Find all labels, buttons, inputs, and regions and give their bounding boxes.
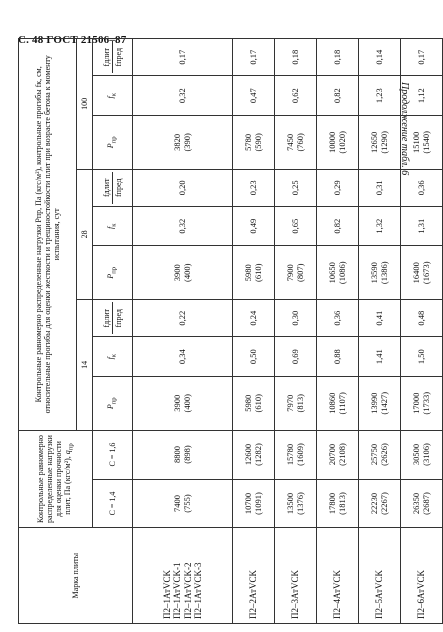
ratio-100-cell: 0,17 [233, 39, 275, 76]
p-pr-14-cell-pa: 3900 [171, 394, 182, 412]
ratio-100-cell: 0,18 [275, 39, 317, 76]
p-pr-14-cell-kgs: (1733) [420, 391, 431, 415]
load-c14-cell [401, 479, 443, 528]
p-pr-28-cell-kgs: (610) [252, 263, 263, 283]
p-pr-14-cell [317, 376, 359, 430]
p-pr-100-cell-pa: 7450 [284, 133, 295, 151]
header-control-load-text: Контрольные равномерно распределенные нагрузки для оценки прочности плит, Па (кгс/м²), [35, 435, 73, 523]
brand-cell: П2–3АтVCK [275, 528, 317, 624]
load-c14-cell-kgs: (755) [181, 494, 192, 513]
load-c16-cell-kgs: (1282) [252, 443, 263, 466]
p-pr-14-cell-kgs: (1427) [378, 391, 389, 415]
header-p-pr-28 [93, 246, 133, 300]
p-pr-28-cell-kgs: (1086) [336, 261, 347, 285]
load-c16-cell-kgs: (898) [181, 445, 192, 464]
header-f-k-28 [93, 206, 133, 246]
p-pr-100-cell-pa: 10000 [326, 131, 337, 153]
p-pr-14-cell-kgs: (1107) [336, 392, 347, 415]
ratio-100-cell: 0,17 [401, 39, 443, 76]
p-pr-100-cell-kgs: (1290) [378, 130, 389, 154]
table-head [19, 39, 133, 624]
load-c16-cell [317, 430, 359, 479]
p-pr-28-cell-pa: 10650 [326, 262, 337, 284]
header-p-symbol: P [106, 273, 116, 279]
header-f-subscript: к [110, 223, 118, 227]
p-pr-100-cell-pa: 15100 [410, 131, 421, 153]
header-f-dlit: fдлит [102, 302, 113, 334]
p-pr-14-cell [275, 376, 317, 430]
header-p-symbol: P [106, 143, 116, 149]
p-pr-14-cell-pa: 5980 [242, 394, 253, 412]
header-age-14: 14 [77, 300, 93, 430]
load-c14-cell-pa: 13500 [284, 492, 295, 515]
p-pr-28-cell-kgs: (807) [294, 263, 305, 283]
p-pr-14-cell-kgs: (610) [252, 394, 263, 413]
header-p-subscript: пр [110, 266, 118, 274]
load-c14-cell-kgs: (1091) [252, 492, 263, 515]
f-k-14-cell: 0,34 [133, 337, 233, 377]
brand-cell: П2–5АтVCK [359, 528, 401, 624]
load-c16-cell-pa: 30500 [410, 443, 421, 466]
load-c16-cell [233, 430, 275, 479]
f-k-100-cell: 1,23 [359, 76, 401, 116]
f-k-28-cell: 0,65 [275, 206, 317, 246]
load-c14-cell [133, 479, 233, 528]
header-f-pred: fпред [114, 47, 123, 67]
load-c14-cell-pa: 22230 [368, 492, 379, 515]
header-f-symbol: f [106, 226, 116, 229]
brand-cell: П2–1АтVCK П2–1АтVCK-1 П2–1АтVCK-2 П2–1АтVCK-3 [133, 528, 233, 624]
load-c14-cell-kgs: (1813) [336, 492, 347, 515]
p-pr-100-cell [275, 116, 317, 170]
data-table [18, 38, 443, 624]
p-pr-100-cell-pa: 12650 [368, 131, 379, 153]
load-c16-cell-kgs: (2626) [378, 443, 389, 466]
table-row [275, 39, 317, 624]
load-c16-cell-pa: 25750 [368, 443, 379, 466]
p-pr-100-cell-kgs: (760) [294, 133, 305, 152]
p-pr-100-cell-pa: 5780 [242, 133, 253, 151]
ratio-14-cell: 0,30 [275, 300, 317, 337]
f-k-100-cell: 0,62 [275, 76, 317, 116]
header-p-symbol: P [106, 404, 116, 410]
ratio-28-cell: 0,20 [133, 169, 233, 206]
brand-cell: П2–4АтVCK [317, 528, 359, 624]
p-pr-28-cell-kgs: (1386) [378, 261, 389, 285]
ratio-28-cell: 0,25 [275, 169, 317, 206]
load-c16-cell-pa: 20700 [326, 443, 337, 466]
p-pr-28-cell [359, 246, 401, 300]
ratio-28-cell: 0,29 [317, 169, 359, 206]
header-f-subscript: к [110, 92, 118, 97]
f-k-14-cell: 0,88 [317, 337, 359, 377]
p-pr-28-cell [401, 246, 443, 300]
header-p-subscript: пр [110, 397, 118, 405]
header-f-pred: fпред [114, 178, 123, 197]
ratio-14-cell: 0,24 [233, 300, 275, 337]
p-pr-100-cell-pa: 3820 [171, 133, 182, 151]
p-pr-14-cell [133, 376, 233, 430]
p-pr-100-cell [233, 116, 275, 170]
load-c14-cell [233, 479, 275, 528]
p-pr-100-cell [359, 116, 401, 170]
f-k-14-cell: 0,69 [275, 337, 317, 377]
p-pr-14-cell-pa: 7970 [284, 394, 295, 412]
header-control-load [19, 430, 93, 528]
load-c14-cell-pa: 7400 [171, 494, 182, 512]
ratio-28-cell: 0,31 [359, 169, 401, 206]
header-p-pr-14 [93, 376, 133, 430]
p-pr-28-cell [133, 246, 233, 300]
load-c14-cell [275, 479, 317, 528]
load-c16-cell [401, 430, 443, 479]
table-continuation-caption: Продолжение табл. 6 [399, 82, 410, 176]
header-f-subscript: к [110, 353, 118, 358]
brand-cell: П2–6АтVCK [401, 528, 443, 624]
ratio-28-cell: 0,23 [233, 169, 275, 206]
load-c16-cell-kgs: (1609) [294, 443, 305, 466]
p-pr-100-cell-kgs: (590) [252, 133, 263, 152]
load-c14-cell-kgs: (2267) [378, 492, 389, 515]
header-ratio-14 [93, 300, 133, 337]
p-pr-28-cell [233, 246, 275, 300]
p-pr-28-cell-pa: 5980 [242, 264, 253, 282]
p-pr-14-cell [359, 376, 401, 430]
load-c14-cell-kgs: (2687) [420, 492, 431, 515]
header-p-pr-100 [93, 116, 133, 170]
load-c14-cell-pa: 26350 [410, 492, 421, 515]
ratio-14-cell: 0,36 [317, 300, 359, 337]
header-f-pred: fпред [114, 309, 123, 328]
table-row [317, 39, 359, 624]
table-row [401, 39, 443, 624]
f-k-14-cell: 0,50 [233, 337, 275, 377]
ratio-100-cell: 0,14 [359, 39, 401, 76]
load-c16-cell-kgs: (2108) [336, 443, 347, 466]
f-k-28-cell: 0,32 [133, 206, 233, 246]
load-c14-cell [359, 479, 401, 528]
page-header: С. 48 ГОСТ 21506–87 [18, 34, 127, 46]
p-pr-100-cell [133, 116, 233, 170]
f-k-100-cell: 1,12 [401, 76, 443, 116]
header-control-load-symbol: q [63, 450, 73, 455]
load-c16-cell [359, 430, 401, 479]
header-f-dlit: fдлит [102, 41, 113, 73]
p-pr-28-cell [317, 246, 359, 300]
brand-cell: П2–2АтVCK [233, 528, 275, 624]
load-c14-cell-pa: 10700 [242, 492, 253, 515]
f-k-100-cell: 0,82 [317, 76, 359, 116]
header-ratio-100 [93, 39, 133, 76]
f-k-28-cell: 0,82 [317, 206, 359, 246]
header-f-symbol: f [106, 357, 116, 360]
p-pr-28-cell-pa: 7900 [284, 264, 295, 282]
p-pr-28-cell-kgs: (400) [181, 263, 192, 283]
p-pr-14-cell [233, 376, 275, 430]
header-ratio-28 [93, 169, 133, 206]
header-p-subscript: пр [110, 136, 118, 144]
header-age-28: 28 [77, 169, 93, 299]
p-pr-28-cell-kgs: (1673) [420, 261, 431, 285]
ratio-100-cell: 0,18 [317, 39, 359, 76]
p-pr-100-cell-kgs: (1020) [336, 130, 347, 154]
load-c16-cell [133, 430, 233, 479]
f-k-28-cell: 1,32 [359, 206, 401, 246]
p-pr-14-cell [401, 376, 443, 430]
p-pr-14-cell-kgs: (400) [181, 394, 192, 413]
load-c16-cell-pa: 12600 [242, 443, 253, 466]
load-c16-cell-pa: 15780 [284, 443, 295, 466]
table-body [133, 39, 443, 624]
p-pr-14-cell-pa: 10860 [326, 392, 337, 414]
p-pr-100-cell-kgs: (1540) [420, 130, 431, 154]
p-pr-28-cell [275, 246, 317, 300]
table-row [233, 39, 275, 624]
table-row [359, 39, 401, 624]
p-pr-28-cell-pa: 3900 [171, 264, 182, 282]
header-c-1-6: C = 1,6 [93, 430, 133, 479]
f-k-100-cell: 0,32 [133, 76, 233, 116]
p-pr-14-cell-pa: 13990 [368, 392, 379, 414]
header-control-load-subscript: пр [67, 443, 75, 451]
p-pr-28-cell-pa: 13590 [368, 262, 379, 284]
ratio-28-cell: 0,36 [401, 169, 443, 206]
header-c-1-4: C = 1,4 [93, 479, 133, 528]
p-pr-100-cell [317, 116, 359, 170]
ratio-14-cell: 0,41 [359, 300, 401, 337]
ratio-14-cell: 0,48 [401, 300, 443, 337]
p-pr-14-cell-pa: 17000 [410, 392, 421, 414]
f-k-14-cell: 1,50 [401, 337, 443, 377]
load-c16-cell [275, 430, 317, 479]
header-f-k-100 [93, 76, 133, 116]
load-c14-cell-pa: 17800 [326, 492, 337, 515]
load-c14-cell [317, 479, 359, 528]
f-k-28-cell: 1,31 [401, 206, 443, 246]
p-pr-14-cell-kgs: (813) [294, 394, 305, 413]
header-age-100: 100 [77, 39, 93, 170]
header-stiffness: Контрольные равномерно распределенные нагрузки Pпр, Па (кгс/м²), контрольные прогибы fк, см, относительные прогибы для оценки жесткости и трещиностойкости плит при возрасте бетона к моменту испытания, сут [19, 39, 77, 431]
table-row [133, 39, 233, 624]
f-k-100-cell: 0,47 [233, 76, 275, 116]
ratio-100-cell: 0,17 [133, 39, 233, 76]
p-pr-100-cell-kgs: (390) [181, 133, 192, 152]
load-c14-cell-kgs: (1376) [294, 492, 305, 515]
header-f-symbol: f [106, 96, 116, 99]
p-pr-28-cell-pa: 16400 [410, 262, 421, 284]
header-f-k-14 [93, 337, 133, 377]
ratio-14-cell: 0,22 [133, 300, 233, 337]
load-c16-cell-pa: 8800 [171, 446, 182, 464]
header-brand: Марка плиты [19, 528, 133, 624]
p-pr-100-cell [401, 116, 443, 170]
header-f-dlit: fдлит [102, 172, 113, 204]
load-c16-cell-kgs: (3106) [420, 443, 431, 466]
f-k-14-cell: 1,41 [359, 337, 401, 377]
f-k-28-cell: 0,49 [233, 206, 275, 246]
